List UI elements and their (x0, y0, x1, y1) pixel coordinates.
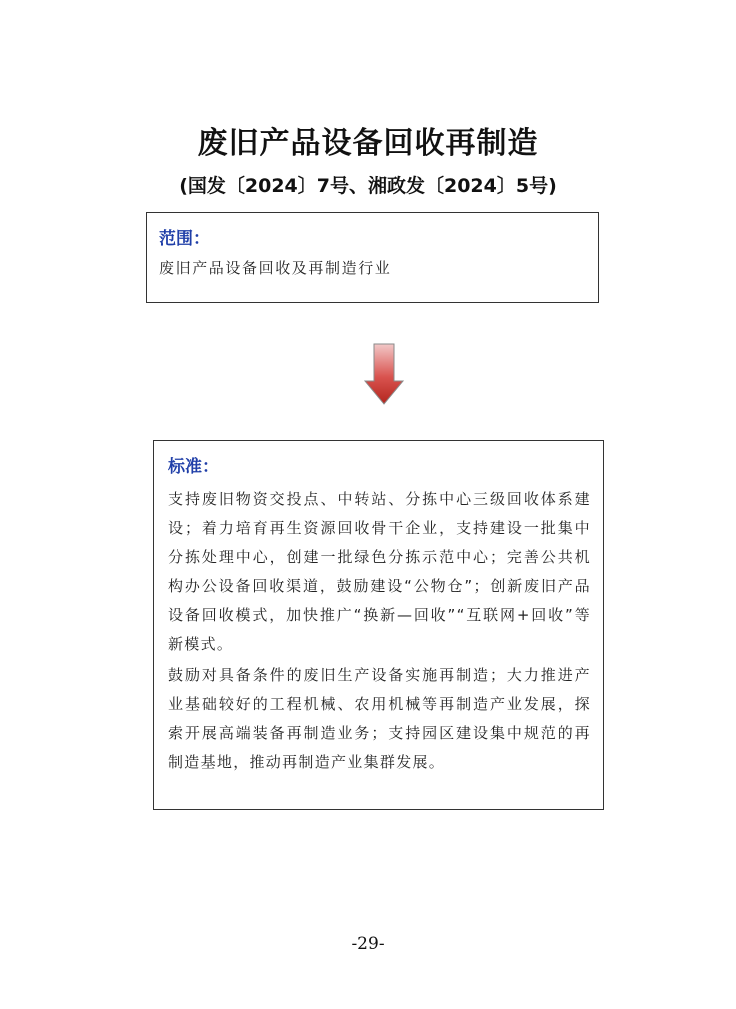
document-reference: (国发〔2024〕7号、湘政发〔2024〕5号) (179, 175, 557, 197)
page-number: -29- (351, 934, 385, 954)
standard-paragraph: 鼓励对具备条件的废旧生产设备实施再制造；大力推进产业基础较好的工程机械、农用机械等再制造产业发展，探索开展高端装备再制造业务；支持园区建设集中规范的再制造基地，推动再制造产业集群发展。 (168, 666, 591, 771)
down-arrow-icon (364, 343, 404, 405)
standard-box (153, 440, 604, 810)
standard-heading: 标准： (168, 457, 219, 477)
page-title: 废旧产品设备回收再制造 (197, 126, 539, 161)
scope-box (146, 212, 599, 303)
scope-text: 废旧产品设备回收及再制造行业 (159, 259, 392, 277)
standard-paragraph: 支持废旧物资交投点、中转站、分拣中心三级回收体系建设；着力培育再生资源回收骨干企业，支持建设一批集中分拣处理中心，创建一批绿色分拣示范中心；完善公共机构办公设备回收渠道，鼓励建设“公物仓”；创新废旧产品设备回收模式，加快推广“换新—回收”“互联网+回收”等新模式。 (168, 490, 591, 653)
scope-heading: 范围： (159, 229, 210, 249)
